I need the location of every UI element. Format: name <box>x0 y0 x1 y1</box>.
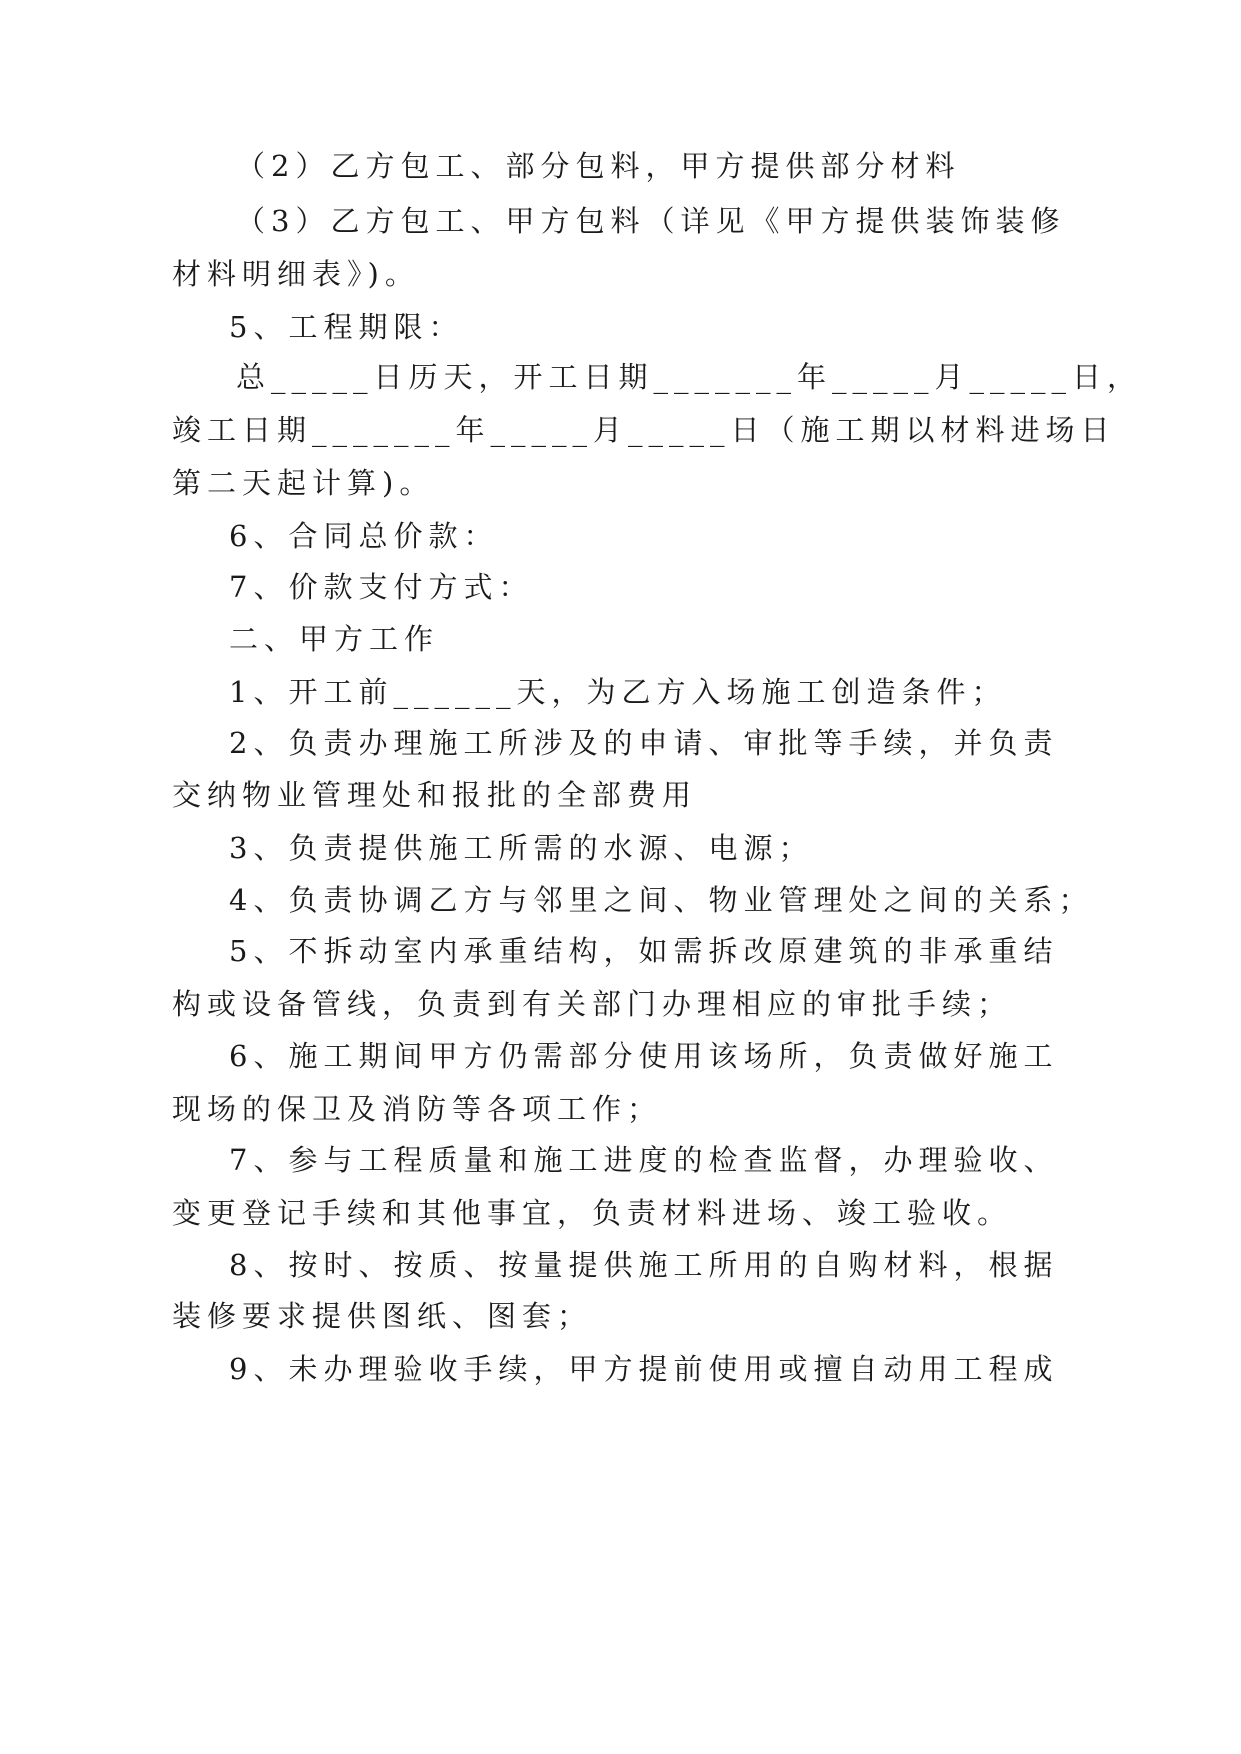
text-line-3: 材料明细表》)。 <box>172 257 420 291</box>
text-line-7: 第二天起计算)。 <box>172 466 435 500</box>
text-line-11: 1、开工前______天，为乙方入场施工创造条件； <box>229 675 1007 709</box>
text-line-2: （3）乙方包工、甲方包料（详见《甲方提供装饰装修 <box>236 204 1066 238</box>
text-line-21: 变更登记手续和其他事宜，负责材料进场、竣工验收。 <box>172 1196 1013 1230</box>
text-line-14: 3、负责提供施工所需的水源、电源； <box>229 831 814 865</box>
text-line-17: 构或设备管线，负责到有关部门办理相应的审批手续； <box>172 987 1013 1021</box>
text-line-9: 7、价款支付方式： <box>229 570 534 604</box>
text-line-6: 竣工日期_______年_____月_____日（施工期以材料进场日 <box>172 413 1116 447</box>
text-line-23: 装修要求提供图纸、图套； <box>172 1299 593 1333</box>
text-line-8: 6、合同总价款： <box>229 519 499 553</box>
text-line-18: 6、施工期间甲方仍需部分使用该场所，负责做好施工 <box>229 1039 1059 1073</box>
text-line-16: 5、不拆动室内承重结构，如需拆改原建筑的非承重结 <box>229 934 1059 968</box>
text-line-4: 5、工程期限： <box>229 310 464 344</box>
text-line-5: 总_____日历天，开工日期_______年_____月_____日， <box>236 360 1143 394</box>
text-line-1: （2）乙方包工、部分包料，甲方提供部分材料 <box>236 149 961 183</box>
text-line-22: 8、按时、按质、按量提供施工所用的自购材料，根据 <box>229 1248 1059 1282</box>
text-line-15: 4、负责协调乙方与邻里之间、物业管理处之间的关系； <box>229 883 1094 917</box>
text-line-12: 2、负责办理施工所涉及的申请、审批等手续，并负责 <box>229 726 1059 760</box>
text-line-13: 交纳物业管理处和报批的全部费用 <box>172 778 698 812</box>
text-line-20: 7、参与工程质量和施工进度的检查监督，办理验收、 <box>229 1143 1059 1177</box>
text-line-10: 二、甲方工作 <box>229 622 440 656</box>
text-line-19: 现场的保卫及消防等各项工作； <box>172 1092 663 1126</box>
text-line-24: 9、未办理验收手续，甲方提前使用或擅自动用工程成 <box>229 1352 1059 1386</box>
